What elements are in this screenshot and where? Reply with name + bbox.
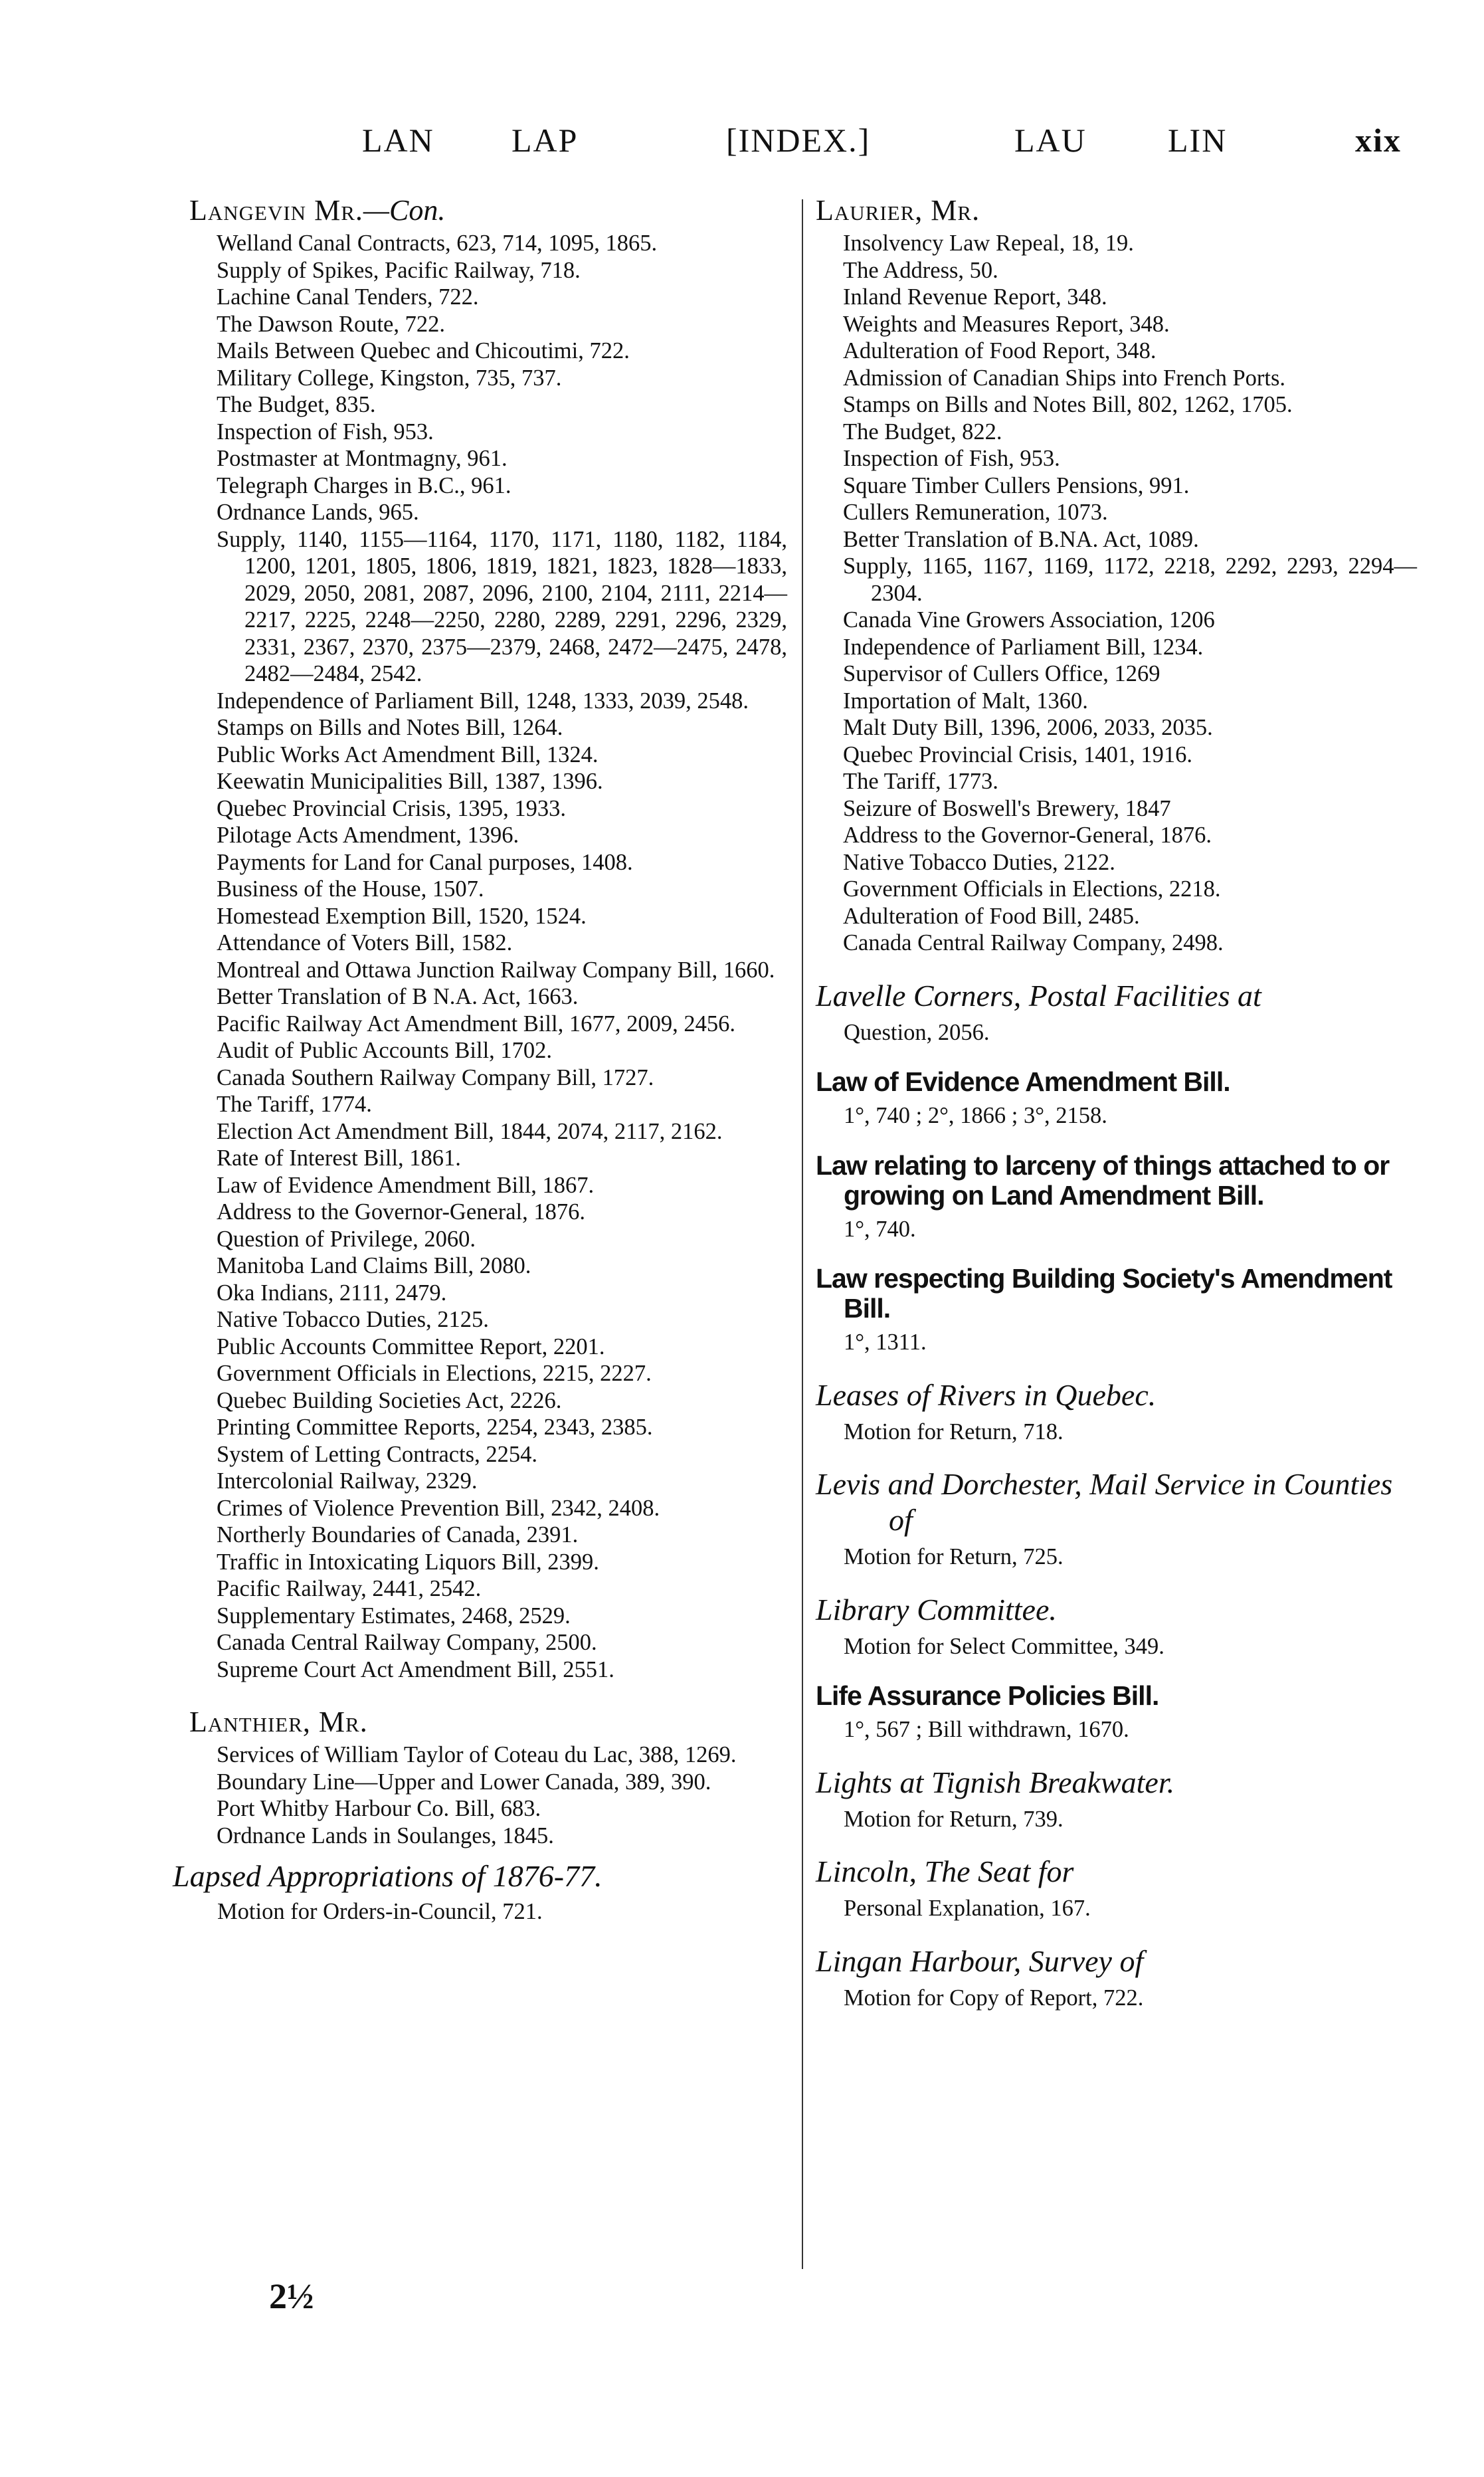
index-entry: Business of the House, 1507. [217,876,484,902]
index-entry: Traffic in Intoxicating Liquors Bill, 2399. [217,1549,599,1575]
column-divider [802,199,803,2269]
topic-heading: Lingan Harbour, Survey of [816,1943,1144,1978]
laurier-entries [816,230,1417,957]
index-entry: Adulteration of Food Report, 348. [843,338,1157,363]
section-detail: Motion for Return, 739. [844,1806,1064,1832]
index-sections [816,978,1417,2012]
bill-heading: Law respecting Building Society's Amendment Bill. [816,1263,1392,1324]
section-detail: 1°, 740. [844,1216,916,1242]
index-entry: Manitoba Land Claims Bill, 2080. [217,1253,531,1278]
bill-entry [816,1151,1417,1243]
index-entry: Better Translation of B.NA. Act, 1089. [843,526,1199,552]
index-entry: The Address, 50. [843,257,998,283]
header-left-second: LAP [511,122,579,159]
topic-heading: Levis and Dorchester, Mail Service in Counties of [816,1467,1393,1537]
index-entry: Admission of Canadian Ships into French Ports. [843,365,1286,391]
index-entry: Ordnance Lands in Soulanges, 1845. [217,1823,554,1848]
section-detail: Motion for Return, 725. [844,1544,1064,1569]
index-entry: Importation of Malt, 1360. [843,688,1088,714]
index-entry: Supply of Spikes, Pacific Railway, 718. [217,257,581,283]
index-entry: Stamps on Bills and Notes Bill, 802, 1262, 1705. [843,392,1293,417]
index-entry: Government Officials in Elections, 2218. [843,876,1221,902]
index-entry: Stamps on Bills and Notes Bill, 1264. [217,715,563,740]
index-entry: Native Tobacco Duties, 2125. [217,1307,489,1332]
section-detail: Personal Explanation, 167. [844,1896,1091,1921]
index-entry: Inspection of Fish, 953. [217,419,434,445]
topic-detail: Motion for Orders-in-Council, 721. [217,1899,543,1924]
right-column [816,193,1417,2011]
speaker-heading-laurier [816,193,1417,229]
index-entry: Election Act Amendment Bill, 1844, 2074, 2117, 2162. [217,1118,723,1144]
index-entry: Supply, 1165, 1167, 1169, 1172, 2218, 2292, 2293, 2294—2304. [843,553,1417,606]
index-entry: Public Accounts Committee Report, 2201. [217,1334,605,1359]
index-entry: Independence of Parliament Bill, 1248, 1333, 2039, 2548. [217,688,749,714]
topic-heading: Lincoln, The Seat for [816,1854,1074,1888]
index-entry: Boundary Line—Upper and Lower Canada, 389, 390. [217,1769,711,1795]
index-entry: Native Tobacco Duties, 2122. [843,849,1115,875]
index-entry: Weights and Measures Report, 348. [843,311,1170,337]
header-right-second: LIN [1168,122,1228,159]
index-entry: The Tariff, 1774. [217,1092,372,1117]
left-column [173,193,787,1926]
index-entry: Canada Central Railway Company, 2500. [217,1630,597,1655]
index-entry: System of Letting Contracts, 2254. [217,1441,537,1467]
speaker-name: Laurier, Mr. [816,194,980,227]
topic-heading: Leases of Rivers in Quebec. [816,1377,1157,1412]
index-entry: Telegraph Charges in B.C., 961. [217,472,511,498]
index-entry: Keewatin Municipalities Bill, 1387, 1396. [217,769,603,794]
index-entry: Cullers Remuneration, 1073. [843,500,1108,525]
section-detail: Question, 2056. [844,1019,990,1045]
section-detail: 1°, 567 ; Bill withdrawn, 1670. [844,1717,1129,1742]
running-header [0,121,1484,174]
index-entry: Quebec Provincial Crisis, 1401, 1916. [843,742,1193,767]
index-entry: Welland Canal Contracts, 623, 714, 1095, 1865. [217,231,658,256]
index-entry: Supply, 1140, 1155—1164, 1170, 1171, 1180, 1182, 1184, 1200, 1201, 1805, 1806, 1819, 1821, 1823, 1828—1833, 2029, 2050, 2081, 2087, 2096, 2100, 2104, 2111, 2214—2217, 2225, 2248—2250, 2280, 2289, 2291, 2296, 2329, 2331, 2367, 2370, 2375—2379, 2468, 2472—2475, 2478, 2482—2484, 2542. [217,526,787,686]
topic-heading: Lavelle Corners, Postal Facilities at [816,978,1261,1013]
topic-heading: Lights at Tignish Breakwater. [816,1765,1175,1799]
topic-heading-lapsed-appropriations: Lapsed Appropriations of 1876-77. [173,1859,603,1893]
index-entry: Intercolonial Railway, 2329. [217,1468,478,1494]
topic-heading: Library Committee. [816,1592,1057,1627]
topic-entry [816,1592,1417,1660]
topic-entry [816,978,1417,1046]
bill-heading: Law of Evidence Amendment Bill. [816,1066,1230,1097]
index-entry: Adulteration of Food Bill, 2485. [843,903,1140,929]
index-entry: Law of Evidence Amendment Bill, 1867. [217,1172,595,1198]
index-entry: The Dawson Route, 722. [217,311,445,337]
index-entry: Inspection of Fish, 953. [843,446,1060,471]
topic-entry [816,1466,1417,1571]
speaker-heading-lanthier [189,1704,787,1740]
header-right-first: LAU [1014,122,1087,159]
index-entry: Audit of Public Accounts Bill, 1702. [217,1038,553,1063]
signature-mark: 2½ [269,2276,314,2316]
lanthier-entries [189,1741,787,1849]
index-entry: Pilotage Acts Amendment, 1396. [217,823,519,848]
index-entry: Supervisor of Cullers Office, 1269 [843,661,1160,686]
topic-entry [816,1943,1417,2012]
header-left-first: LAN [362,122,434,159]
index-entry: Public Works Act Amendment Bill, 1324. [217,742,599,767]
index-entry: The Tariff, 1773. [843,769,998,794]
index-entry: Services of William Taylor of Coteau du Lac, 388, 1269. [217,1742,737,1767]
index-entry: Square Timber Cullers Pensions, 991. [843,472,1190,498]
index-entry: Attendance of Voters Bill, 1582. [217,930,513,955]
index-entry: Address to the Governor-General, 1876. [217,1199,585,1225]
index-entry: Address to the Governor-General, 1876. [843,823,1212,848]
bill-entry [816,1264,1417,1356]
index-entry: The Budget, 835. [217,392,376,417]
bill-heading: Life Assurance Policies Bill. [816,1680,1159,1711]
index-entry: Mails Between Quebec and Chicoutimi, 722. [217,338,630,363]
index-entry: Malt Duty Bill, 1396, 2006, 2033, 2035. [843,715,1213,740]
index-entry: The Budget, 822. [843,419,1002,445]
index-entry: Canada Southern Railway Company Bill, 1727. [217,1064,654,1090]
bill-entry [816,1067,1417,1130]
index-entry: Pacific Railway, 2441, 2542. [217,1576,482,1601]
index-entry: Government Officials in Elections, 2215, 2227. [217,1361,652,1386]
index-entry: Ordnance Lands, 965. [217,500,419,525]
index-entry: Better Translation of B N.A. Act, 1663. [217,984,579,1009]
section-detail: 1°, 740 ; 2°, 1866 ; 3°, 2158. [844,1103,1107,1128]
page-number: xix [1355,122,1402,159]
index-entry: Seizure of Boswell's Brewery, 1847 [843,795,1171,821]
header-center: [INDEX.] [726,122,871,159]
section-detail: Motion for Copy of Report, 722. [844,1985,1144,2011]
index-entry: Insolvency Law Repeal, 18, 19. [843,231,1134,256]
index-entry: Oka Indians, 2111, 2479. [217,1280,447,1306]
index-entry: Military College, Kingston, 735, 737. [217,365,562,391]
topic-entry [816,1377,1417,1446]
bill-heading: Law relating to larceny of things attached to or growing on Land Amendment Bill. [816,1149,1390,1211]
continued-mark: —Con. [363,194,446,227]
index-entry: Canada Central Railway Company, 2498. [843,930,1224,955]
index-entry: Port Whitby Harbour Co. Bill, 683. [217,1796,541,1821]
speaker-heading-langevin [189,193,787,229]
index-entry: Printing Committee Reports, 2254, 2343, 2385. [217,1415,653,1440]
langevin-entries [189,230,787,1683]
index-entry: Montreal and Ottawa Junction Railway Company Bill, 1660. [217,957,775,983]
index-entry: Northerly Boundaries of Canada, 2391. [217,1522,579,1547]
index-entry: Inland Revenue Report, 348. [843,284,1107,310]
index-entry: Payments for Land for Canal purposes, 1408. [217,849,633,875]
index-entry: Homestead Exemption Bill, 1520, 1524. [217,903,587,929]
index-entry: Pacific Railway Act Amendment Bill, 1677, 2009, 2456. [217,1011,735,1037]
topic-entry [816,1854,1417,1922]
section-detail: Motion for Return, 718. [844,1419,1064,1444]
speaker-name: Lanthier, Mr. [189,1706,368,1738]
index-entry: Crimes of Violence Prevention Bill, 2342, 2408. [217,1495,660,1521]
index-entry: Quebec Building Societies Act, 2226. [217,1387,562,1413]
index-entry: Lachine Canal Tenders, 722. [217,284,479,310]
index-entry: Independence of Parliament Bill, 1234. [843,634,1204,660]
bill-entry [816,1681,1417,1743]
index-entry: Supplementary Estimates, 2468, 2529. [217,1603,571,1629]
topic-entry [816,1765,1417,1833]
speaker-name: Langevin Mr. [189,194,363,227]
section-detail: 1°, 1311. [844,1330,927,1355]
index-entry: Quebec Provincial Crisis, 1395, 1933. [217,795,567,821]
index-entry: Postmaster at Montmagny, 961. [217,446,508,471]
index-entry: Question of Privilege, 2060. [217,1226,476,1252]
index-entry: Canada Vine Growers Association, 1206 [843,607,1215,633]
index-entry: Rate of Interest Bill, 1861. [217,1145,461,1171]
section-detail: Motion for Select Committee, 349. [844,1633,1164,1659]
index-entry: Supreme Court Act Amendment Bill, 2551. [217,1656,614,1682]
